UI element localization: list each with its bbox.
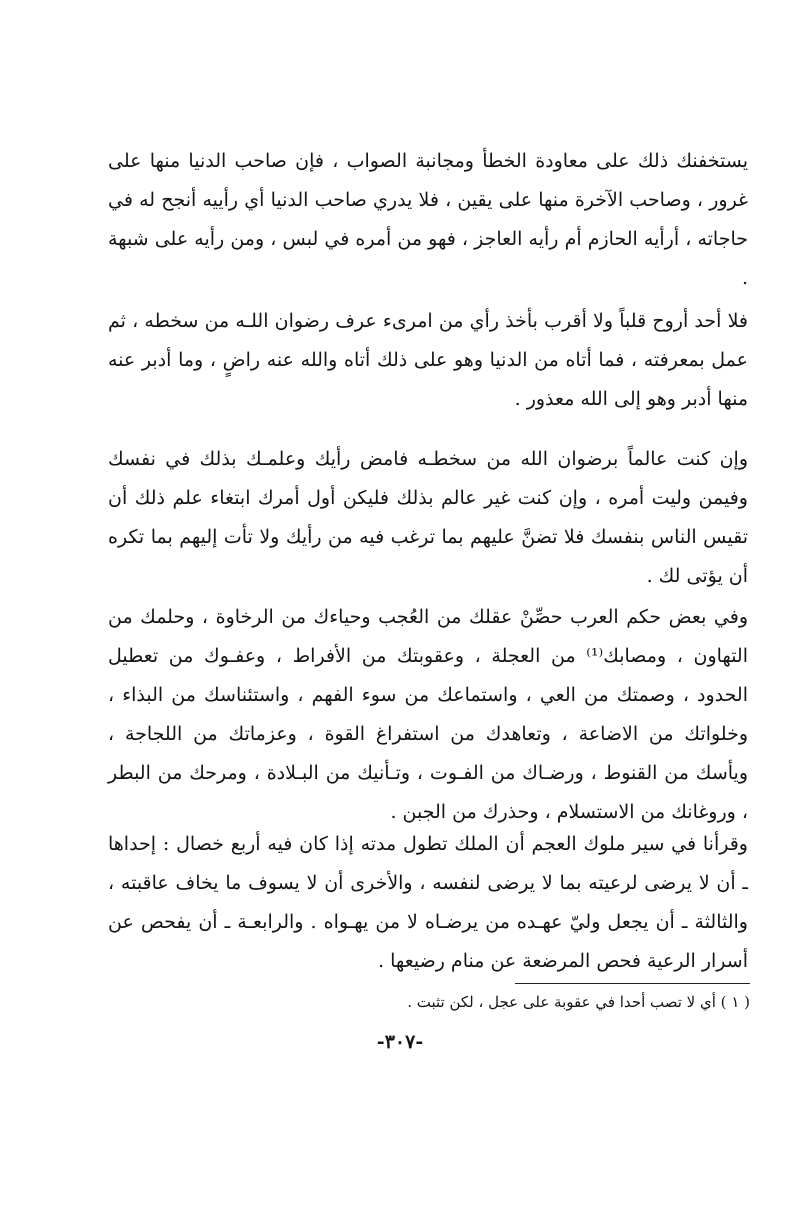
footnote: ( ١ ) أي لا تصب أحدا في عقوبة على عجل ، لكن تثبت . xyxy=(407,993,750,1011)
paragraph-3: وإن كنت عالماً برضوان الله من سخطـه فامض رأيك وعلمـك بذلك في نفسك وفيمن وليت أمره ، وإن كنت غير عالم بذلك فليكن أول أمرك ابتغاء علم ذلك أن تقيس الناس بنفسك فلا تضنَّ عليهم بما ترغب فيه من رأيك ولا تأت إليهم بما تكره أن يؤتى لك . xyxy=(108,448,748,587)
paragraph-4: وفي بعض حكم العرب حصِّنْ عقلك من العُجب وحياءك من الرخاوة ، وحلمك من التهاون ، ومصابك⁽¹⁾ من العجلة ، وعقوبتك من الأفراط ، وعفـوك من تعطيل الحدود ، وصمتك من العي ، واستماعك من سوء الفهم ، واستئناسك من البذاء ، وخلواتك من الاضاعة ، وتعاهدك من استفراغ القوة ، وعزماتك من اللجاجة ، ويأسك من القنوط ، ورضـاك من الفـوت ، وتـأنيك من البـلادة ، ومرحك من البطر ، وروغانك من الاستسلام ، وحذرك من الجبن . xyxy=(108,606,748,823)
paragraph-2: فلا أحد أروح قلباً ولا أقرب بأخذ رأي من امرىء عرف رضوان اللـه من سخطه ، ثم عمل بمعرفته ، فما أتاه من الدنيا وهو على ذلك أتاه والله عنه راضٍ ، وما أدبر عنه منها أدبر وهو إلى الله معذور . xyxy=(108,310,748,410)
page-number: -٣٠٧- xyxy=(376,1031,424,1053)
paragraph-5: وقرأنا في سير ملوك العجم أن الملك تطول مدته إذا كان فيه أربع خصال : إحداها ـ أن لا يرضى لرعيته بما لا يرضى لنفسه ، والأخرى أن لا يسوف ما يخاف عاقبته ، والثالثة ـ أن يجعل وليّ عهـده من يرضـاه لا من يهـواه . والرابعـة ـ أن يفحص عن أسرار الرعية فحص المرضعة عن منام رضيعها . xyxy=(108,833,748,972)
paragraph-1: يستخفنك ذلك على معاودة الخطأ ومجانبة الصواب ، فإن صاحب الدنيا منها على غرور ، وصاحب الآخرة منها على يقين ، فلا يدري صاحب الدنيا أي رأييه أنجح له في حاجاته ، أرأيه الحازم أم رأيه العاجز ، فهو من أمره في لبس ، ومن رأيه على شبهة . xyxy=(108,150,748,289)
footnote-divider xyxy=(515,983,750,984)
